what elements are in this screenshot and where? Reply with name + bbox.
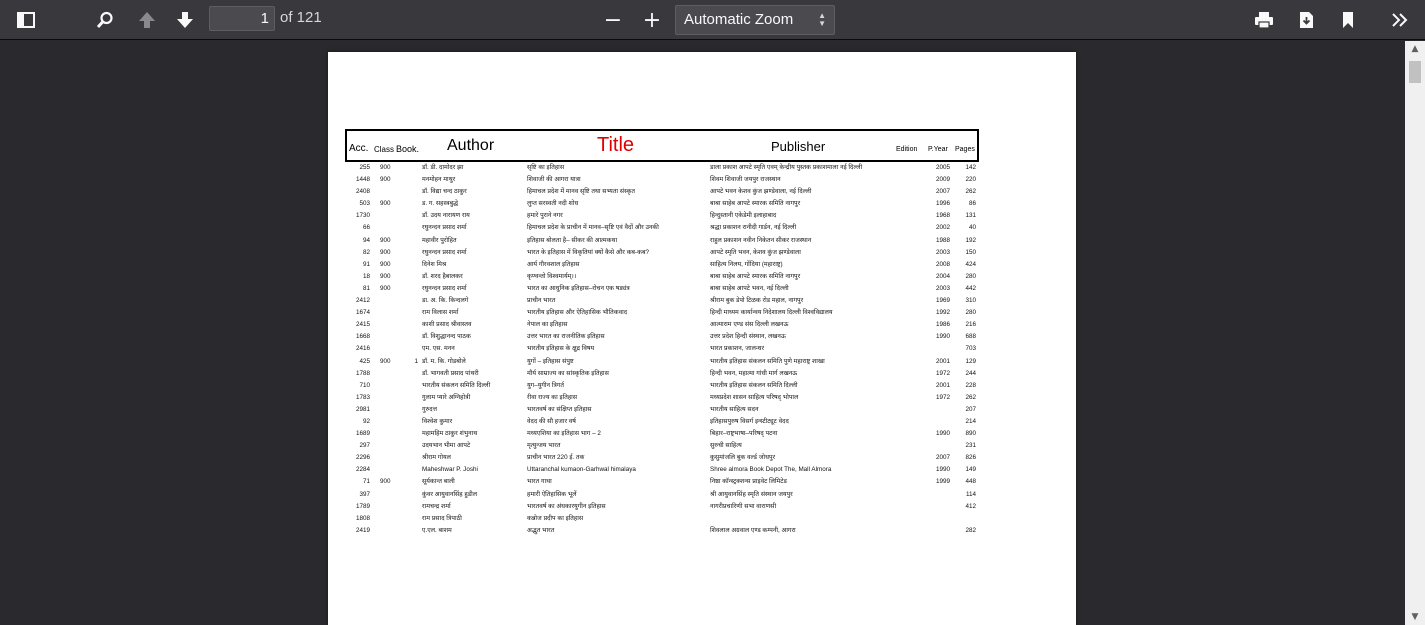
pages-cell: 207	[965, 405, 976, 413]
author-cell: रघुनन्दन प्रसाद शर्मा	[422, 284, 467, 292]
acc-cell: 397	[359, 490, 370, 498]
vertical-scrollbar[interactable]	[1405, 41, 1425, 625]
acc-cell: 1730	[355, 212, 370, 220]
class-cell: 900	[380, 357, 391, 365]
publisher-cell: इतिहासपुरुष विसर्ग इन्स्टीट्यूट वेदद	[710, 417, 789, 425]
acc-cell: 2408	[355, 188, 370, 196]
acc-cell: 1783	[355, 393, 370, 401]
acc-cell: 94	[362, 236, 370, 244]
pages-cell: 86	[968, 200, 976, 208]
author-cell: डॉ. विद्या चन्द ठाकुर	[422, 188, 467, 196]
author-cell: डॉ. भागवती प्रसाद पांथरी	[422, 369, 479, 377]
year-cell: 1990	[935, 430, 950, 438]
publisher-cell: आत्माराम एण्ड संस दिल्ली लखनऊ	[710, 321, 789, 329]
publisher-cell: हिन्दी माध्यम कार्यान्वय निदेशालय दिल्ली विश्वविद्यालय	[710, 309, 833, 317]
author-cell: राम विलास शर्मा	[422, 309, 459, 317]
author-cell: ड. ग. सहस्त्रबुद्धे	[422, 200, 459, 208]
table-row	[328, 174, 1076, 186]
author-cell: महामहिम ठाकुर शंभुनाथ	[422, 430, 478, 438]
class-cell: 900	[380, 284, 391, 292]
table-row	[328, 162, 1076, 174]
pages-cell: 216	[965, 321, 976, 329]
author-cell: मनमोहन माथुर	[422, 176, 456, 184]
zoom-select-value: Automatic Zoom	[684, 11, 794, 28]
title-cell: मृत्युन्जय भारत	[527, 442, 561, 450]
acc-cell: 2296	[355, 454, 370, 462]
scroll-down-icon[interactable]: ▼	[1411, 612, 1419, 622]
author-cell: रघुनन्दन प्रसाद शर्मा	[422, 224, 467, 232]
title-cell: शिवाजी की आगरा यात्रा	[527, 176, 581, 184]
table-row	[328, 464, 1076, 476]
table-row	[328, 283, 1076, 295]
table-row	[328, 331, 1076, 343]
table-row	[328, 247, 1076, 259]
header-acc: Acc.	[349, 143, 369, 154]
year-cell: 1986	[935, 321, 950, 329]
header-publisher: Publisher	[771, 139, 826, 154]
acc-cell: 71	[362, 478, 370, 486]
publisher-cell: राहुल प्रकाशन नवीन निकेतन सीकर राजस्थान	[710, 236, 812, 244]
year-cell: 1990	[935, 466, 950, 474]
tools-chevron-icon[interactable]	[1386, 6, 1414, 34]
acc-cell: 1448	[355, 176, 370, 184]
year-cell: 1992	[935, 309, 950, 317]
acc-cell: 1808	[355, 514, 370, 522]
table-row	[328, 489, 1076, 501]
pages-cell: 192	[965, 236, 976, 244]
author-cell: गुरुदत्त	[422, 405, 438, 413]
pages-cell: 220	[965, 176, 976, 184]
table-row	[328, 319, 1076, 331]
publisher-cell: बाबा साहेब आपटे भवन, नई दिल्ली	[710, 284, 789, 292]
publisher-cell: नागरीप्रचारिणी सभा वाराणसी	[710, 502, 777, 510]
header-author: Author	[447, 137, 495, 154]
acc-cell: 2419	[355, 526, 370, 534]
author-cell: डॉ. विशुद्धानन्द पाठक	[422, 333, 471, 341]
title-cell: हिमाचल प्रदेश में मानव सृष्टि तथा सभ्यता संस्कृत	[527, 188, 635, 196]
acc-cell: 81	[362, 284, 370, 292]
print-icon[interactable]	[1250, 6, 1278, 34]
header-pyear: P.Year	[928, 146, 948, 153]
title-cell: कन्नोज प्रदीप का इतिहास	[527, 514, 584, 522]
year-cell: 1972	[935, 369, 950, 377]
pages-cell: 231	[965, 442, 976, 450]
publisher-cell: शिवम शिवाजी जयपुर राजस्थान	[710, 176, 781, 184]
table-row	[328, 295, 1076, 307]
table-row	[328, 210, 1076, 222]
acc-cell: 710	[359, 381, 370, 389]
table-row	[328, 198, 1076, 210]
acc-cell: 92	[362, 417, 370, 425]
table-row	[328, 392, 1076, 404]
publisher-cell: भारतीय इतिहास संकलन समिति दिल्ली	[710, 381, 798, 389]
class-cell: 900	[380, 164, 391, 171]
title-cell: हमारे पुराने नगर	[527, 212, 563, 220]
pages-cell: 703	[965, 345, 976, 353]
author-cell: राम प्रसाद त्रिपाठी	[422, 514, 462, 522]
author-cell: ए.एल. बाशम	[422, 526, 452, 534]
pages-cell: 280	[965, 309, 976, 317]
author-cell: विश्वेश कुमार	[422, 417, 453, 425]
pages-cell: 114	[965, 490, 976, 498]
title-cell: प्राचीन भारत 220 ई. तक	[527, 454, 585, 462]
acc-cell: 1668	[355, 333, 370, 341]
acc-cell: 1674	[355, 309, 370, 317]
pages-cell: 282	[965, 526, 976, 534]
pages-cell: 228	[965, 381, 976, 389]
publisher-cell: साहित्य निलय, गोंदिया (महाराष्ट्र)	[710, 260, 783, 268]
zoom-select[interactable]	[675, 5, 835, 35]
class-cell: 900	[380, 478, 391, 486]
year-cell: 2003	[935, 284, 950, 292]
publisher-cell: भारतीय साहित्य सदन	[710, 405, 759, 413]
table-row	[328, 235, 1076, 247]
title-cell: अद्भुत भारत	[527, 526, 555, 534]
acc-cell: 1689	[355, 430, 370, 438]
table-row	[328, 525, 1076, 537]
title-cell: हिमाचल प्रदेश के प्राचीन में मानव–सृष्टि एवं वैदों और उनकी	[527, 224, 659, 232]
pdf-toolbar	[0, 0, 1425, 40]
pages-cell: 262	[965, 393, 976, 401]
pages-cell: 214	[965, 417, 976, 425]
title-cell: प्राचीन भारत	[527, 297, 556, 305]
year-cell: 2005	[935, 164, 950, 171]
title-cell: Uttaranchal kumaon-Garhwal himalaya	[527, 466, 636, 474]
acc-cell: 297	[359, 442, 370, 450]
year-cell: 2001	[935, 381, 950, 389]
download-icon[interactable]	[1292, 6, 1320, 34]
pages-cell: 150	[965, 248, 976, 256]
year-cell: 2003	[935, 248, 950, 256]
year-cell: 1988	[935, 236, 950, 244]
publisher-cell: बाबा साहेब आपटे स्मारक समिति नागपुर	[710, 272, 801, 280]
acc-cell: 2412	[355, 297, 370, 305]
author-cell: रामचन्द्र शर्मा	[422, 502, 451, 510]
header-class: Class	[374, 145, 395, 154]
title-cell: भारत गाथा	[527, 478, 552, 486]
pages-cell: 129	[965, 357, 976, 365]
table-row	[328, 452, 1076, 464]
table-row	[328, 356, 1076, 368]
publisher-cell: बिहार–राष्ट्रभाषा–परिषद् पटना	[710, 430, 778, 438]
acc-cell: 18	[362, 272, 370, 280]
table-row	[328, 440, 1076, 452]
table-row	[328, 307, 1076, 319]
search-icon[interactable]	[91, 6, 119, 34]
table-row	[328, 271, 1076, 283]
pages-cell: 412	[965, 502, 976, 510]
pages-cell: 448	[965, 478, 976, 486]
title-cell: उत्तर भारत का राजनीतिक इतिहास	[527, 333, 605, 341]
year-cell: 1968	[935, 212, 950, 220]
title-cell: भारतीय इतिहास के क्षुद्र विषय	[527, 345, 595, 353]
acc-cell: 503	[359, 200, 370, 208]
pages-cell: 310	[965, 297, 976, 305]
publisher-cell: आपटे भवन केशव कुंज झण्डेवाला, नई दिल्ली	[710, 188, 812, 196]
pages-cell: 149	[965, 466, 976, 474]
author-cell: सूर्यकान्त बाली	[422, 478, 455, 486]
author-cell: काशी प्रसाद श्रीवास्तव	[422, 321, 472, 329]
author-cell: Maheshwar P. Joshi	[422, 466, 478, 474]
year-cell: 2001	[935, 357, 950, 365]
title-cell: सृष्टि का इतिहास	[527, 164, 565, 171]
author-cell: डॉ. उदय नारायण राय	[422, 212, 470, 220]
author-cell: रघुनन्दन प्रसाद शर्मा	[422, 248, 467, 256]
year-cell: 2008	[935, 260, 950, 268]
class-cell: 900	[380, 272, 391, 280]
publisher-cell: बाबा साहेब आपटे स्मारक समिति नागपुर	[710, 200, 801, 208]
author-cell: डा. अ. कि. किन्दलगे	[422, 297, 469, 305]
table-row	[328, 368, 1076, 380]
acc-cell: 2415	[355, 321, 370, 329]
title-cell: हमारी ऐतिहासिक भूलें	[527, 490, 577, 498]
acc-cell: 82	[362, 248, 370, 256]
table-row	[328, 501, 1076, 513]
next-page-icon[interactable]	[171, 6, 199, 34]
pages-cell: 262	[965, 188, 976, 196]
publisher-cell: श्रीराम बुक डेपो टिळक रोड महाल, नागपुर	[710, 297, 804, 305]
author-cell: दिनेश मिश्र	[422, 260, 447, 268]
scroll-up-icon[interactable]: ▲	[1411, 44, 1419, 54]
author-cell: डॉ. म. कि. गोडबोले	[422, 357, 466, 365]
publisher-cell: श्रद्धा प्रकाशन रानीदी गार्डन, नई दिल्ली	[710, 224, 797, 232]
table-header-box	[345, 129, 979, 162]
sidebar-toggle-icon[interactable]	[12, 6, 40, 34]
header-book: Book.	[396, 144, 420, 154]
table-row	[328, 380, 1076, 392]
pages-cell: 40	[968, 224, 976, 232]
pages-cell: 244	[965, 369, 976, 377]
acc-cell: 91	[362, 260, 370, 268]
acc-cell: 255	[359, 164, 370, 171]
year-cell: 1996	[935, 200, 950, 208]
title-cell: कृण्वन्तो विश्वमार्यम्।।	[527, 272, 577, 280]
header-pages: Pages	[955, 146, 975, 153]
table-row	[328, 428, 1076, 440]
pages-cell: 890	[965, 430, 976, 438]
author-cell: गुलाम प्यारे अग्निहोत्री	[422, 393, 471, 401]
title-cell: वेदद की सौ हजार वर्ष	[527, 417, 576, 425]
title-cell: आर्य गौरवशाल इतिहास	[527, 260, 580, 268]
bookmark-icon[interactable]	[1334, 6, 1362, 34]
acc-cell: 1788	[355, 369, 370, 377]
pages-cell: 424	[965, 260, 976, 268]
previous-page-icon[interactable]	[133, 6, 161, 34]
year-cell: 2007	[935, 454, 950, 462]
publisher-cell: सुरुची साहित्य	[710, 442, 742, 450]
title-cell: युगों – इतिहास संपुष्ट	[527, 357, 574, 365]
author-cell: एम. एस. मनन	[422, 345, 455, 353]
year-cell: 1999	[935, 478, 950, 486]
table-row	[328, 186, 1076, 198]
author-cell: डॉ. डी. दामोदर झा	[422, 164, 464, 171]
page-number-input[interactable]: 1	[209, 6, 275, 31]
class-cell: 900	[380, 236, 391, 244]
year-cell: 1969	[935, 297, 950, 305]
author-cell: श्रीराम गोयल	[422, 454, 451, 462]
pages-cell: 131	[965, 212, 976, 220]
title-cell: भारतीय इतिहास और ऐतिहासिक भौतिकवाद	[527, 309, 628, 317]
author-cell: महावीर पुरोहित	[422, 236, 457, 244]
header-title: Title	[597, 134, 635, 156]
year-cell: 1972	[935, 393, 950, 401]
publisher-cell: मध्यप्रदेश शासन साहित्य परिषद् भोपाल	[710, 393, 799, 401]
header-edition: Edition	[896, 146, 918, 153]
zoom-in-button[interactable]: +	[642, 7, 662, 33]
scroll-thumb[interactable]	[1409, 61, 1421, 83]
publisher-cell: डाला प्रकाश आपटे स्मृति एवम् केन्द्रीय पुस्तक प्रकाशमाला नई दिल्ली	[710, 164, 863, 171]
table-row	[328, 222, 1076, 234]
publisher-cell: भारत प्रकाशन, जालन्धर	[710, 345, 765, 353]
pages-cell: 280	[965, 272, 976, 280]
book-cell: 1	[414, 357, 418, 365]
year-cell: 1990	[935, 333, 950, 341]
table-row	[328, 259, 1076, 271]
book-table	[328, 162, 1076, 537]
acc-cell: 2981	[355, 405, 370, 413]
pages-cell: 688	[965, 333, 976, 341]
year-cell: 2004	[935, 272, 950, 280]
acc-cell: 425	[359, 357, 370, 365]
publisher-cell: उत्तर प्रदेश हिन्दी संस्थान, लखनऊ	[710, 333, 786, 341]
publisher-cell: हिन्दी भवन, महात्मा गांधी मार्ग लखनऊ	[710, 369, 798, 377]
publisher-cell: श्री आयुवानसिंह स्मृति संस्थान जयपुर	[710, 490, 793, 498]
title-cell: मध्यएशिया का इतिहास भाग – 2	[527, 430, 601, 438]
acc-cell: 2416	[355, 345, 370, 353]
title-cell: भारत के इतिहास में विकृतियां क्यों कैसे और कब-कब?	[527, 248, 650, 256]
title-cell: इतिहास बोलता है– सीकर की आत्मकथा	[527, 236, 618, 244]
dropdown-arrows-icon: ▲ ▼	[818, 11, 826, 28]
table-row	[328, 476, 1076, 488]
publisher-cell: हिन्दुस्तानी एकेडेमी इलाहाबाद	[710, 212, 777, 220]
title-cell: युग–युगीन त्रिगर्त	[527, 381, 565, 389]
publisher-cell: भारतीय इतिहास संकलन समिति पुणे महाराष्ट्र शाखा	[710, 357, 825, 365]
pdf-page	[328, 52, 1076, 625]
zoom-out-button[interactable]: −	[603, 7, 623, 33]
title-cell: भारतवर्ष का अंधकारयुगीन इतिहास	[527, 502, 606, 510]
publisher-cell: कुसुमांजलि बुक वर्ल्ड जोधपुर	[710, 454, 776, 462]
publisher-cell: निष्ठा कॉन्स्ट्रक्शन्स प्राइवेट लिमिटेड	[710, 478, 787, 486]
table-row	[328, 404, 1076, 416]
publisher-cell: आपटे स्मृति भवन, केशव कुंज झण्डेवाला	[710, 248, 801, 256]
pages-cell: 142	[965, 164, 976, 171]
table-row	[328, 343, 1076, 355]
table-row	[328, 416, 1076, 428]
title-cell: मौर्य साम्राज्य का सांस्कृतिक इतिहास	[527, 369, 609, 377]
publisher-cell: Shree almora Book Depot The, Mall Almora	[710, 466, 832, 474]
acc-cell: 2284	[355, 466, 370, 474]
title-cell: भारतवर्ष का संक्षिप्त इतिहास	[527, 405, 592, 413]
class-cell: 900	[380, 260, 391, 268]
title-cell: लुप्त सरस्वती नदी शोध	[527, 200, 579, 208]
year-cell: 2007	[935, 188, 950, 196]
year-cell: 2009	[935, 176, 950, 184]
pages-cell: 442	[965, 284, 976, 292]
publisher-cell: शिवलाल अग्रवाल एण्ड कम्पनी, आगरा	[710, 526, 796, 534]
table-row	[328, 513, 1076, 525]
year-cell: 2002	[935, 224, 950, 232]
title-cell: भारत का आधुनिक इतिहास–रोचन एक षड्यंत्र	[527, 284, 630, 292]
author-cell: उदयभान भीमा आपटे	[422, 442, 471, 450]
pages-cell: 826	[965, 454, 976, 462]
class-cell: 900	[380, 176, 391, 184]
acc-cell: 1789	[355, 502, 370, 510]
author-cell: भारतीय संकलन समिति दिल्ली	[422, 381, 491, 389]
page-count: of 121	[280, 9, 322, 26]
class-cell: 900	[380, 248, 391, 256]
title-cell: नेपाल का इतिहास	[527, 321, 568, 329]
acc-cell: 66	[362, 224, 370, 232]
title-cell: रीवा राज्य का इतिहास	[527, 393, 578, 401]
class-cell: 900	[380, 200, 391, 208]
author-cell: कुंवर आयुवानसिंह हुडील	[422, 490, 477, 498]
author-cell: डॉ. शरद हैबालकर	[422, 272, 463, 280]
